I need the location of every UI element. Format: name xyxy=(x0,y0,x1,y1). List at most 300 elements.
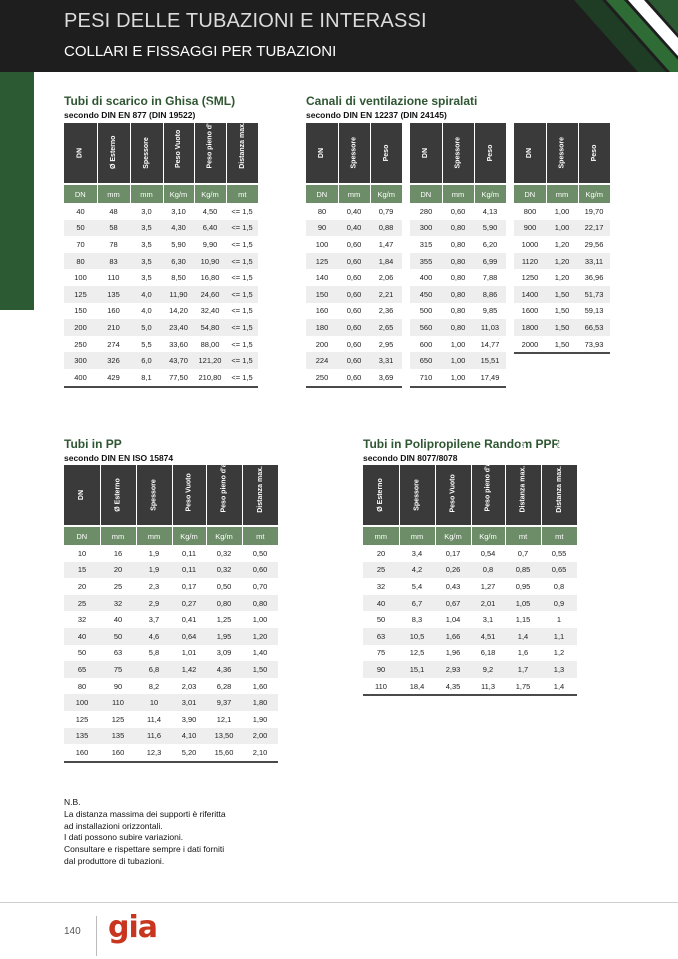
table-cell: 15,51 xyxy=(474,352,506,369)
table-cell: 4,2 xyxy=(399,562,435,579)
table-cell: 2,06 xyxy=(378,273,394,283)
table-cell: 3,90 xyxy=(181,714,197,724)
table-cell: 3,5 xyxy=(130,253,163,270)
table-cell: 8,3 xyxy=(411,615,423,625)
table-cell: 0,26 xyxy=(435,562,471,579)
table-cell: 1 xyxy=(556,615,562,625)
column-header: Peso pieno d'acqua xyxy=(206,465,242,526)
table-cell: 75 xyxy=(100,661,136,678)
note-line: La distanza massima dei supporti è riferitta xyxy=(64,808,226,819)
table-cell: 1,47 xyxy=(378,239,394,249)
table-row xyxy=(306,286,402,303)
unit-cell: mm xyxy=(363,526,399,545)
table-cell: 5,8 xyxy=(148,648,160,658)
canali-table-2 xyxy=(410,123,506,388)
unit-cell: mt xyxy=(242,526,278,545)
table-cell: 33,11 xyxy=(578,253,610,270)
table-cell: 80 xyxy=(77,681,87,691)
table-cell: 59,13 xyxy=(584,306,604,316)
table-cell: 5,0 xyxy=(130,319,163,336)
ppr-subtitle: secondo DIN 8077/8078 xyxy=(363,453,458,463)
table-cell: 5,20 xyxy=(172,744,206,762)
side-accent-bar xyxy=(0,72,34,310)
table-cell: 6,40 xyxy=(194,220,226,237)
table-cell: 650 xyxy=(410,352,442,369)
unit-cell: mt xyxy=(505,526,541,545)
table-row xyxy=(64,628,278,645)
column-header: Spessore xyxy=(136,465,172,526)
unit-cell: DN xyxy=(64,526,100,545)
table-row xyxy=(514,336,610,354)
canali-table-1 xyxy=(306,123,402,388)
table-cell: 3,09 xyxy=(216,648,232,658)
column-header: DN xyxy=(514,123,546,184)
table-row xyxy=(306,303,402,320)
table-cell: 3,31 xyxy=(370,352,402,369)
table-cell: 9,2 xyxy=(471,661,505,678)
table-cell: 121,20 xyxy=(194,352,226,369)
table-cell: 1,4 xyxy=(505,628,541,645)
table-cell: 0,70 xyxy=(252,581,268,591)
table-cell: 32 xyxy=(77,615,87,625)
table-row xyxy=(410,369,506,387)
table-cell: 1,20 xyxy=(554,273,570,283)
table-cell: 5,4 xyxy=(411,581,423,591)
table-cell: 9,90 xyxy=(202,239,218,249)
unit-cell: Kg/m xyxy=(172,526,206,545)
table-cell: 0,79 xyxy=(378,206,394,216)
table-cell: <= 1,5 xyxy=(231,206,253,216)
table-cell: 0,60 xyxy=(338,319,370,336)
table-cell: 250 xyxy=(306,369,338,387)
table-cell: 3,5 xyxy=(141,273,152,283)
table-cell: 13,50 xyxy=(206,728,242,745)
table-cell: 6,0 xyxy=(130,352,163,369)
table-cell: 0,11 xyxy=(181,548,197,558)
table-cell: 32,40 xyxy=(200,306,220,316)
unit-cell: mt xyxy=(226,184,258,203)
table-cell: <= 1,5 xyxy=(226,319,258,336)
table-cell: 2,10 xyxy=(242,744,278,762)
table-cell: 1,00 xyxy=(442,369,474,387)
table-cell: 36,96 xyxy=(584,273,604,283)
unit-cell: Kg/m xyxy=(471,526,505,545)
table-cell: 110 xyxy=(107,273,120,283)
table-row xyxy=(363,578,577,595)
table-cell: 90 xyxy=(363,661,399,678)
table-cell: 12,3 xyxy=(136,744,172,762)
table-cell: 83 xyxy=(97,253,130,270)
table-cell: 8,1 xyxy=(130,369,163,387)
table-cell: 4,10 xyxy=(172,728,206,745)
table-cell: 150 xyxy=(74,306,87,316)
table-cell: 6,7 xyxy=(399,595,435,612)
table-cell: 125 xyxy=(75,714,89,724)
table-cell: 2,03 xyxy=(181,681,197,691)
table-row xyxy=(64,611,278,628)
unit-cell: mm xyxy=(97,184,130,203)
column-header: Peso xyxy=(370,123,402,184)
table-cell: 4,30 xyxy=(163,220,194,237)
table-cell: 1,50 xyxy=(242,661,278,678)
column-header: DN xyxy=(410,123,442,184)
table-cell: 3,4 xyxy=(411,548,423,558)
table-cell: <= 1,5 xyxy=(226,220,258,237)
table-row xyxy=(64,744,278,762)
table-cell: 18,4 xyxy=(399,678,435,696)
table-cell: 1600 xyxy=(521,306,539,316)
table-cell: 1,00 xyxy=(546,220,578,237)
table-cell: 15,1 xyxy=(399,661,435,678)
header-row xyxy=(514,123,610,184)
table-cell: 6,18 xyxy=(480,648,496,658)
table-cell: 90 xyxy=(113,681,123,691)
table-cell: 1,90 xyxy=(252,714,268,724)
note-line: ad installazioni orizzontali. xyxy=(64,820,163,831)
table-cell: <= 1,5 xyxy=(231,273,253,283)
table-cell: 500 xyxy=(419,306,433,316)
table-cell: 10 xyxy=(77,548,87,558)
table-row xyxy=(64,694,278,711)
table-cell: 326 xyxy=(97,352,130,369)
table-row xyxy=(64,303,258,320)
table-cell: <= 1,5 xyxy=(226,352,258,369)
table-cell: 1,50 xyxy=(546,319,578,336)
table-cell: 20 xyxy=(376,548,386,558)
table-row xyxy=(363,628,577,645)
table-cell: 70 xyxy=(76,239,85,249)
table-cell: 40 xyxy=(113,615,123,625)
unit-cell: mm xyxy=(399,526,435,545)
table-cell: 22,17 xyxy=(578,220,610,237)
table-cell: 0,7 xyxy=(517,548,529,558)
table-cell: 1,05 xyxy=(505,595,541,612)
table-row xyxy=(363,562,577,579)
table-cell: 560 xyxy=(410,319,442,336)
table-cell: 65 xyxy=(64,661,100,678)
canali-title: Canali di ventilazione spiralati xyxy=(306,94,478,108)
table-cell: 1,00 xyxy=(442,352,474,369)
table-cell: 1,04 xyxy=(445,615,461,625)
gia-logo: gia xyxy=(108,910,158,945)
unit-cell: DN xyxy=(410,184,442,203)
table-cell: 3,1 xyxy=(482,615,494,625)
table-cell: <= 1,5 xyxy=(226,369,258,387)
table-cell: 9,85 xyxy=(482,306,498,316)
table-cell: 0,17 xyxy=(181,581,197,591)
table-cell: 0,17 xyxy=(445,548,461,558)
column-header: Peso pieno d'acqua xyxy=(471,465,505,526)
table-cell: 78 xyxy=(109,239,118,249)
column-header: Peso xyxy=(578,123,610,184)
table-cell: 4,0 xyxy=(141,306,152,316)
column-header: DN xyxy=(64,123,97,184)
table-cell: 80 xyxy=(317,206,327,216)
column-header: Distanza max. supporti 70° xyxy=(541,465,577,526)
table-cell: 1,20 xyxy=(554,239,570,249)
table-cell: 1250 xyxy=(521,273,539,283)
table-row xyxy=(410,319,506,336)
table-cell: 0,60 xyxy=(346,239,362,249)
column-header: Ø Esterno xyxy=(100,465,136,526)
table-cell: 1800 xyxy=(514,319,546,336)
column-header: Spessore xyxy=(338,123,370,184)
table-cell: 1,20 xyxy=(242,628,278,645)
table-row xyxy=(306,336,402,353)
table-cell: 0,60 xyxy=(338,352,370,369)
table-cell: 0,8 xyxy=(553,581,565,591)
table-cell: 4,51 xyxy=(471,628,505,645)
unit-cell: Kg/m xyxy=(474,184,506,203)
table-row xyxy=(64,369,258,387)
table-row xyxy=(514,319,610,336)
table-cell: 11,3 xyxy=(471,678,505,696)
unit-cell: mt xyxy=(541,526,577,545)
table-cell: 43,70 xyxy=(163,352,194,369)
table-row xyxy=(306,269,402,286)
table-cell: 23,40 xyxy=(163,319,194,336)
table-cell: 2,36 xyxy=(378,306,394,316)
column-header: Ø Esterno xyxy=(363,465,399,526)
column-header: Distanza max. supporti xyxy=(226,123,258,184)
pp-title: Tubi in PP xyxy=(64,437,122,451)
units-row xyxy=(514,184,610,203)
table-cell: 0,64 xyxy=(172,628,206,645)
table-cell: 1,7 xyxy=(505,661,541,678)
table-row xyxy=(306,253,402,270)
table-cell: 6,20 xyxy=(482,239,498,249)
table-row xyxy=(64,319,258,336)
table-cell: 0,80 xyxy=(206,595,242,612)
table-cell: 0,80 xyxy=(242,595,278,612)
table-cell: 100 xyxy=(74,273,87,283)
table-row xyxy=(514,253,610,270)
header-row xyxy=(410,123,506,184)
table-cell: 1,15 xyxy=(515,615,531,625)
table-row xyxy=(64,578,278,595)
table-cell: 8,50 xyxy=(171,273,186,283)
table-row xyxy=(514,303,610,320)
table-cell: 50 xyxy=(100,628,136,645)
table-cell: 58 xyxy=(97,220,130,237)
table-cell: 800 xyxy=(523,206,537,216)
table-cell: 3,5 xyxy=(130,220,163,237)
table-cell: 3,5 xyxy=(141,239,152,249)
table-row xyxy=(64,336,258,353)
unit-cell: DN xyxy=(64,184,97,203)
table-cell: 250 xyxy=(74,339,87,349)
table-row xyxy=(64,545,278,562)
table-cell: 0,9 xyxy=(541,595,577,612)
table-cell: 10,5 xyxy=(399,628,435,645)
column-header: DN xyxy=(64,465,100,526)
table-cell: 2,21 xyxy=(370,286,402,303)
table-cell: 274 xyxy=(107,339,120,349)
table-cell: 33,60 xyxy=(169,339,188,349)
table-row xyxy=(514,236,610,253)
table-cell: 200 xyxy=(64,319,97,336)
table-row xyxy=(64,595,278,612)
table-cell: 29,56 xyxy=(584,239,604,249)
table-cell: 110 xyxy=(363,678,399,696)
table-cell: 1,3 xyxy=(541,661,577,678)
table-cell: 900 xyxy=(514,220,546,237)
table-cell: 150 xyxy=(306,286,338,303)
table-cell: 710 xyxy=(410,369,442,387)
page-title: PESI DELLE TUBAZIONI E INTERASSI xyxy=(64,10,427,32)
unit-cell: Kg/m xyxy=(163,184,194,203)
table-cell: 1,95 xyxy=(206,628,242,645)
table-cell: 73,93 xyxy=(578,336,610,354)
table-cell: 1,66 xyxy=(435,628,471,645)
table-row xyxy=(64,253,258,270)
table-cell: 1,50 xyxy=(546,286,578,303)
table-cell: 0,80 xyxy=(442,253,474,270)
table-row xyxy=(306,369,402,387)
table-cell: 160 xyxy=(315,306,329,316)
table-cell: 0,50 xyxy=(216,581,232,591)
ghisa-subtitle: secondo DIN EN 877 (DIN 19522) xyxy=(64,110,196,120)
table-row xyxy=(363,545,577,562)
table-row xyxy=(64,269,258,286)
unit-cell: mm xyxy=(136,526,172,545)
unit-cell: Kg/m xyxy=(370,184,402,203)
column-header: Peso Vuoto xyxy=(163,123,194,184)
unit-cell: mm xyxy=(442,184,474,203)
units-row xyxy=(363,526,577,545)
header-row xyxy=(64,465,278,526)
table-cell: 0,43 xyxy=(445,581,461,591)
table-cell: 15 xyxy=(64,562,100,579)
table-cell: 2,9 xyxy=(136,595,172,612)
column-header: Ø Esterno xyxy=(97,123,130,184)
table-cell: 210,80 xyxy=(194,369,226,387)
table-row xyxy=(64,220,258,237)
canali-subtitle: secondo DIN EN 12237 (DIN 24145) xyxy=(306,110,447,120)
table-cell: 2,00 xyxy=(242,728,278,745)
note-block xyxy=(64,797,226,868)
table-cell: 11,90 xyxy=(163,286,194,303)
table-cell: 210 xyxy=(97,319,130,336)
table-cell: 4,13 xyxy=(482,206,498,216)
note-line: dal produttore di tubazioni. xyxy=(64,855,165,866)
table-row xyxy=(514,220,610,237)
table-cell: 0,80 xyxy=(450,306,466,316)
table-cell: 12,5 xyxy=(409,648,425,658)
table-cell: 3,10 xyxy=(171,206,186,216)
canali-table-3 xyxy=(514,123,610,354)
table-row xyxy=(363,678,577,696)
table-cell: 0,67 xyxy=(435,595,471,612)
table-row xyxy=(64,562,278,579)
table-cell: 10,90 xyxy=(194,253,226,270)
table-row xyxy=(514,203,610,220)
table-cell: 180 xyxy=(306,319,338,336)
table-cell: 77,50 xyxy=(163,369,194,387)
note-line: I dati possono subire variazioni. xyxy=(64,832,184,843)
table-cell: 160 xyxy=(100,744,136,762)
units-row xyxy=(306,184,402,203)
table-cell: 1,1 xyxy=(541,628,577,645)
table-cell: 0,60 xyxy=(450,206,466,216)
table-row xyxy=(64,645,278,662)
table-cell: 1,9 xyxy=(136,562,172,579)
table-cell: 1,2 xyxy=(553,648,565,658)
pp-subtitle: secondo DIN EN ISO 15874 xyxy=(64,453,174,463)
table-cell: 0,65 xyxy=(541,562,577,579)
table-cell: 315 xyxy=(419,239,433,249)
column-header: Peso Vuoto xyxy=(435,465,471,526)
table-cell: 5,90 xyxy=(474,220,506,237)
table-row xyxy=(64,203,258,220)
footer-divider xyxy=(0,902,678,903)
table-cell: 66,53 xyxy=(578,319,610,336)
table-cell: <= 1,5 xyxy=(226,286,258,303)
table-cell: 2,65 xyxy=(370,319,402,336)
table-cell: 4,36 xyxy=(206,661,242,678)
table-row xyxy=(410,220,506,237)
table-cell: 135 xyxy=(64,728,100,745)
unit-cell: DN xyxy=(306,184,338,203)
table-cell: 6,30 xyxy=(163,253,194,270)
ppr-title: Tubi in Polipropilene Random PPR xyxy=(363,437,561,451)
table-row xyxy=(64,661,278,678)
table-row xyxy=(64,711,278,728)
table-cell: 1400 xyxy=(514,286,546,303)
table-row xyxy=(64,236,258,253)
table-cell: 3,01 xyxy=(172,694,206,711)
column-header: Spessore xyxy=(130,123,163,184)
unit-cell: DN xyxy=(514,184,546,203)
table-row xyxy=(363,645,577,662)
table-cell: 19,70 xyxy=(584,206,604,216)
table-cell: 0,60 xyxy=(346,306,362,316)
table-cell: 224 xyxy=(306,352,338,369)
table-cell: 88,00 xyxy=(200,339,220,349)
column-header: Spessore xyxy=(399,465,435,526)
table-cell: 63 xyxy=(363,628,399,645)
table-row xyxy=(306,352,402,369)
table-cell: 0,60 xyxy=(338,286,370,303)
table-cell: 32 xyxy=(376,581,386,591)
table-cell: 135 xyxy=(100,728,136,745)
table-cell: 20 xyxy=(77,581,87,591)
column-header: Peso xyxy=(474,123,506,184)
table-cell: 1,9 xyxy=(148,548,160,558)
table-cell: 1,20 xyxy=(546,253,578,270)
unit-cell: mm xyxy=(338,184,370,203)
table-cell: 300 xyxy=(410,220,442,237)
table-cell: 2,93 xyxy=(435,661,471,678)
table-cell: 1,25 xyxy=(216,615,232,625)
header-row xyxy=(363,465,577,526)
table-cell: 1,60 xyxy=(252,681,268,691)
table-row xyxy=(306,203,402,220)
column-header: Peso pieno d'acqua xyxy=(194,123,226,184)
footer-separator xyxy=(96,916,97,956)
column-header: DN xyxy=(306,123,338,184)
table-cell: 6,99 xyxy=(474,253,506,270)
table-row xyxy=(363,661,577,678)
table-cell: 0,60 xyxy=(346,273,362,283)
table-cell: 1120 xyxy=(514,253,546,270)
table-cell: 100 xyxy=(315,239,329,249)
table-cell: 355 xyxy=(410,253,442,270)
table-cell: 25 xyxy=(363,562,399,579)
table-cell: 14,77 xyxy=(480,339,500,349)
table-cell: 40 xyxy=(363,595,399,612)
table-cell: 80 xyxy=(64,253,97,270)
